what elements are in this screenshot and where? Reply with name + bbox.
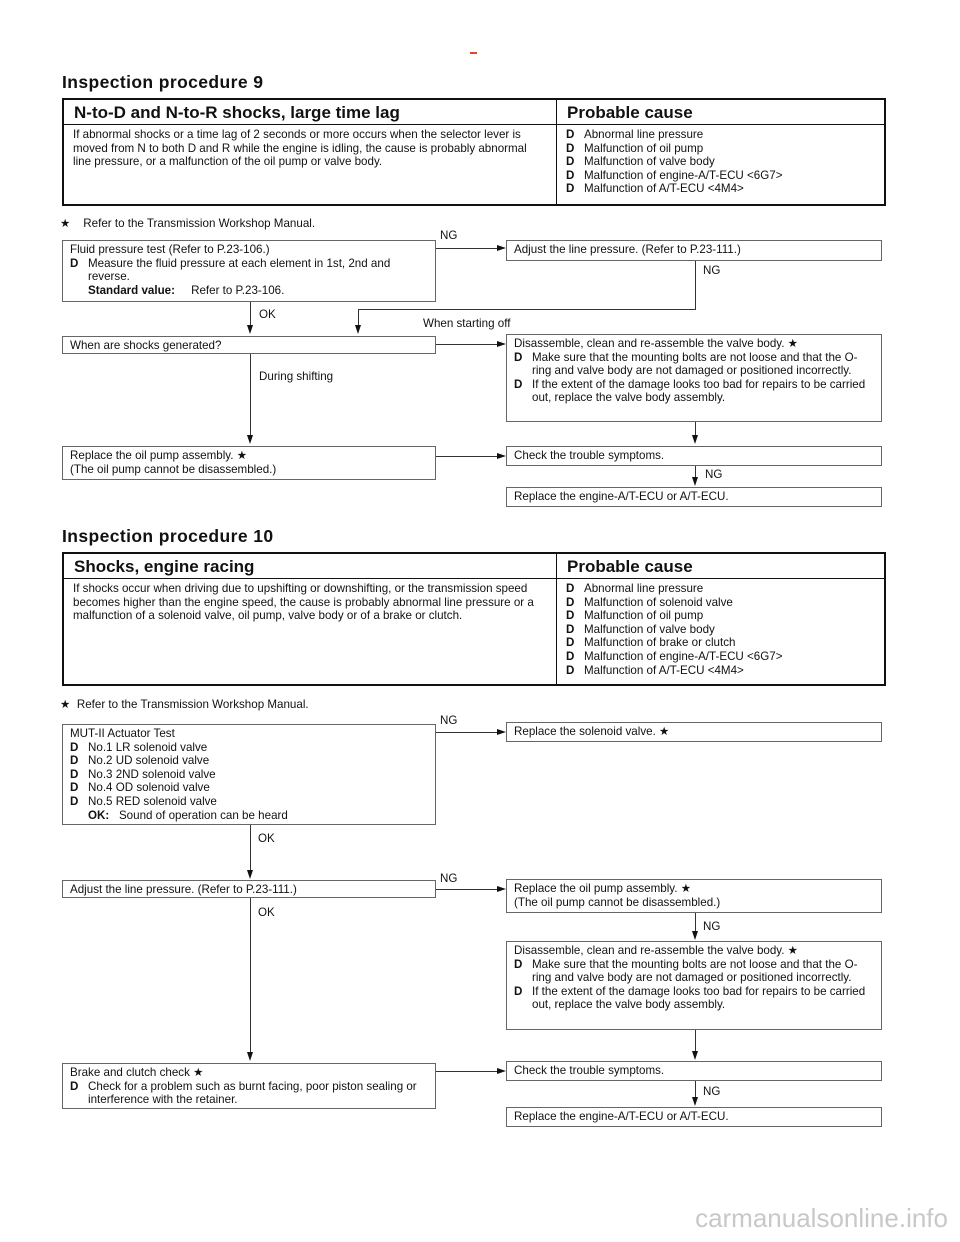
ng-label: NG — [440, 872, 458, 885]
star-icon: ★ — [60, 217, 71, 230]
cause-item: D Malfunction of oil pump — [566, 609, 704, 623]
arrow-right-icon — [497, 245, 506, 251]
cause-item: D Abnormal line pressure — [566, 582, 704, 595]
ng-label: NG — [705, 468, 723, 481]
bullet-icon: D — [70, 794, 79, 808]
bullet-icon: D — [70, 740, 79, 754]
adjust-line-pressure-box: Adjust the line pressure. (Refer to P.23-111.) — [506, 240, 882, 261]
bullet-icon: D — [566, 595, 575, 609]
replace-ecu-box: Replace the engine-A/T-ECU or A/T-ECU. — [506, 1107, 882, 1127]
ok-label: OK — [258, 906, 275, 919]
bullet-icon: D — [514, 350, 523, 364]
bullet-icon: D — [514, 957, 523, 971]
proc9-table — [62, 98, 886, 206]
connector-line — [436, 889, 498, 890]
cause-item: D Malfunction of valve body — [566, 155, 715, 169]
cause-item: D Abnormal line pressure — [566, 128, 704, 141]
replace-solenoid-box: Replace the solenoid valve. ★ — [506, 722, 882, 742]
check-trouble-symptoms-box: Check the trouble symptoms. — [506, 1061, 882, 1081]
arrow-right-icon — [497, 341, 506, 347]
arrow-down-icon — [692, 1097, 698, 1106]
ng-label: NG — [440, 229, 458, 242]
connector-line — [250, 825, 251, 871]
bullet-icon: D — [70, 767, 79, 781]
connector-line — [695, 261, 696, 309]
bullet-icon: D — [70, 754, 79, 768]
star-icon: ★ — [60, 698, 71, 711]
bullet-icon: D — [70, 256, 79, 270]
proc9-heading: Inspection procedure 9 — [62, 72, 264, 92]
connector-line — [436, 456, 498, 457]
bullet-icon: D — [566, 141, 575, 155]
disassemble-valve-body-box: Disassemble, clean and re-assemble the valve body. ★ D Make sure that the mounting bolts are not loose and that the O-ring and valve body are not damaged or positioned incorrectly. D If the extent of the damage looks too bad for repairs to be carried out, replace the valve body assembly. — [506, 941, 882, 1030]
connector-line — [436, 1071, 498, 1072]
arrow-down-icon — [692, 477, 698, 486]
cause-item: D Malfunction of A/T-ECU <4M4> — [566, 182, 744, 196]
arrow-right-icon — [497, 886, 506, 892]
check-trouble-symptoms-box: Check the trouble symptoms. — [506, 446, 882, 466]
adjust-line-pressure-box: Adjust the line pressure. (Refer to P.23-111.) — [62, 880, 436, 898]
connector-line — [695, 1030, 696, 1052]
bullet-icon: D — [566, 582, 575, 595]
when-shocks-box: When are shocks generated? — [62, 336, 436, 354]
ng-label: NG — [440, 714, 458, 727]
cause-item: D Malfunction of oil pump — [566, 141, 704, 155]
proc10-ref-note: ★ Refer to the Transmission Workshop Manual. — [60, 698, 309, 711]
cause-item: D Malfunction of valve body — [566, 622, 715, 636]
connector-line — [695, 913, 696, 932]
brake-clutch-check-box: Brake and clutch check ★ D Check for a problem such as burnt facing, poor piston sealing or interference with the retainer. — [62, 1063, 436, 1109]
connector-line — [358, 309, 696, 310]
bullet-icon: D — [566, 609, 575, 623]
fluid-pressure-test-box: Fluid pressure test (Refer to P.23-106.) D Measure the fluid pressure at each element in 1st, 2nd and reverse. Standard value: Refer to P.23-106. — [62, 240, 436, 302]
connector-line — [695, 422, 696, 436]
connector-line — [250, 302, 251, 326]
connector-line — [250, 354, 251, 436]
ng-label: NG — [703, 920, 721, 933]
bullet-icon: D — [566, 622, 575, 636]
ok-label: OK — [258, 832, 275, 845]
arrow-right-icon — [497, 729, 506, 735]
replace-oil-pump-box: Replace the oil pump assembly. ★ (The oil pump cannot be disassembled.) — [506, 879, 882, 913]
arrow-down-icon — [355, 325, 361, 334]
bullet-icon: D — [566, 636, 575, 650]
mut-actuator-test-box: MUT-II Actuator Test D No.1 LR solenoid valve D No.2 UD solenoid valve D No.3 2ND solenoid valve D No.4 OD solenoid valve D No.5 RED solenoid valve OK: Sound of operation can be heard — [62, 724, 436, 825]
proc9-ref-note: ★ Refer to the Transmission Workshop Manual. — [60, 217, 316, 230]
proc10-cause-list — [557, 579, 886, 686]
connector-line — [436, 248, 498, 249]
replace-ecu-box: Replace the engine-A/T-ECU or A/T-ECU. — [506, 487, 882, 507]
arrow-down-icon — [692, 931, 698, 940]
ng-label: NG — [703, 264, 721, 277]
arrow-down-icon — [692, 435, 698, 444]
connector-line — [695, 1081, 696, 1098]
bullet-icon: D — [514, 984, 523, 998]
bullet-icon: D — [566, 155, 575, 169]
proc10-table-title: Shocks, engine racing — [63, 553, 557, 579]
arrow-down-icon — [247, 325, 253, 334]
proc9-table-title: N-to-D and N-to-R shocks, large time lag — [63, 99, 557, 125]
header-mark — [470, 52, 477, 54]
bullet-icon: D — [514, 377, 523, 391]
arrow-down-icon — [692, 1051, 698, 1060]
bullet-icon: D — [566, 663, 575, 677]
proc10-cause-header: Probable cause — [557, 553, 886, 579]
proc9-description: If abnormal shocks or a time lag of 2 seconds or more occurs when the selector lever is moved from N to both D and R while the engine is idling, the cause is probably abnormal line pressure, or a malfunction of the oil pump or valve body. — [63, 125, 557, 206]
ok-label: OK — [259, 308, 276, 321]
proc10-heading: Inspection procedure 10 — [62, 526, 274, 546]
proc9-cause-header: Probable cause — [557, 99, 886, 125]
arrow-right-icon — [497, 453, 506, 459]
when-starting-label: When starting off — [423, 317, 511, 330]
proc10-table — [62, 552, 886, 686]
bullet-icon: D — [566, 649, 575, 663]
ng-label: NG — [703, 1085, 721, 1098]
cause-item: D Malfunction of engine-A/T-ECU <6G7> — [566, 168, 783, 182]
replace-oil-pump-box: Replace the oil pump assembly. ★ (The oil pump cannot be disassembled.) — [62, 446, 436, 480]
watermark: carmanualsonline.info — [695, 1203, 948, 1233]
cause-item: D Malfunction of brake or clutch — [566, 636, 736, 650]
bullet-icon: D — [566, 182, 575, 196]
cause-item: D Malfunction of solenoid valve — [566, 595, 733, 609]
connector-line — [250, 898, 251, 1053]
proc10-description: If shocks occur when driving due to upshifting or downshifting, or the transmission speed becomes higher than the engine speed, the cause is probably abnormal line pressure or a malfunction of a solenoid valve, oil pump, valve body or of a brake or clutch. — [63, 579, 557, 686]
connector-line — [436, 732, 498, 733]
proc9-cause-list — [557, 125, 886, 206]
bullet-icon: D — [566, 128, 575, 141]
bullet-icon: D — [70, 1079, 79, 1093]
bullet-icon: D — [70, 781, 79, 795]
connector-line — [436, 344, 498, 345]
cause-item: D Malfunction of engine-A/T-ECU <6G7> — [566, 649, 783, 663]
arrow-down-icon — [247, 1052, 253, 1061]
arrow-down-icon — [247, 435, 253, 444]
bullet-icon: D — [566, 168, 575, 182]
arrow-right-icon — [497, 1068, 506, 1074]
cause-item: D Malfunction of A/T-ECU <4M4> — [566, 663, 744, 677]
arrow-down-icon — [247, 870, 253, 879]
during-shifting-label: During shifting — [259, 370, 334, 383]
disassemble-valve-body-box: Disassemble, clean and re-assemble the valve body. ★ D Make sure that the mounting bolts are not loose and that the O-ring and valve body are not damaged or positioned incorrectly. D If the extent of the damage looks too bad for repairs to be carried out, replace the valve body assembly. — [506, 334, 882, 422]
